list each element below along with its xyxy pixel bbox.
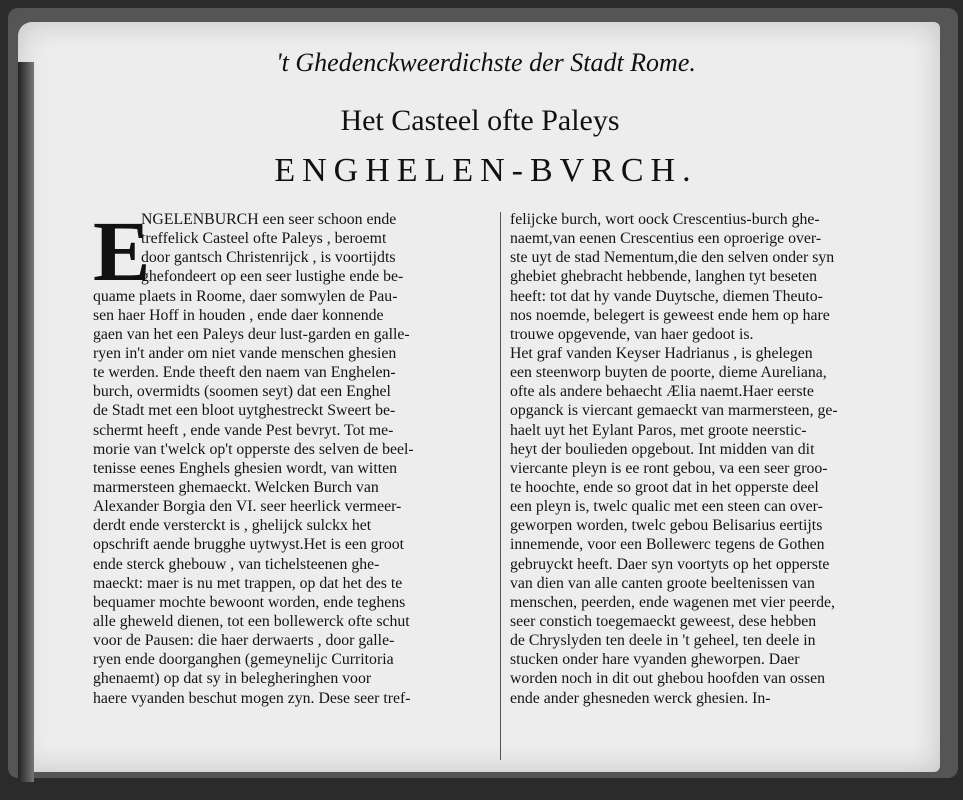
text-line: NGELENBURCH een seer schoon ende — [141, 211, 397, 228]
text-line: ghefondeert op een seer lustighe ende be- — [141, 268, 404, 286]
book-binding — [18, 62, 34, 782]
column-divider — [500, 212, 501, 760]
text-line: morie van t'welck op't opperste des selven de beel- — [93, 440, 414, 458]
text-line: naemt,van eenen Crescentius een oproerige over- — [510, 230, 822, 248]
text-line: tenisse eenes Enghels ghesien wordt, van witten — [93, 459, 398, 477]
text-line: innemende, voor een Bollewerc tegens de Gothen — [510, 536, 825, 554]
text-line: ende ander ghesneden werck ghesien. In- — [510, 689, 771, 707]
text-line: door gantsch Christenrijck , is voortijdts — [141, 249, 396, 267]
text-line: opschrift aende brugghe uytwyst.Het is een groot — [93, 536, 405, 554]
text-line: ste uyt de stad Nementum,die den selven onder syn — [510, 249, 835, 267]
text-line: de Stadt met een bloot uytghestreckt Sweert be- — [93, 402, 396, 420]
text-line: burch, overmidts (soomen seyt) dat een Enghel — [93, 383, 391, 401]
text-line: alle gheweld dienen, tot een bollewerck ofte schut — [93, 612, 410, 630]
text-line: een pleyn is, twelc qualic met een steen can over- — [510, 498, 823, 516]
left-text-column — [93, 203, 493, 708]
text-line: haere vyanden beschut mogen zyn. Dese seer tref- — [93, 689, 411, 707]
text-line: schermt heeft , ende vande Pest bevryt. Tot me- — [93, 421, 394, 439]
page-title: Het Casteel ofte Paleys — [340, 104, 620, 137]
text-line: de Chryslyden ten deele in 't geheel, ten deele in — [510, 632, 816, 650]
text-line: te werden. Ende theeft den naem van Enghelen- — [93, 364, 396, 382]
right-text-column — [510, 210, 910, 708]
text-line: Het graf vanden Keyser Hadrianus , is ghelegen — [510, 344, 813, 362]
text-line: ryen in't ander om niet vande menschen ghesien — [93, 344, 397, 362]
text-line: geworpen worden, twelc gebou Belisarius eertijts — [510, 517, 823, 535]
text-line: heyt der boulieden opgebout. Int midden van dit — [510, 440, 815, 458]
text-line: viercante pleyn is ee ront gebou, va een seer groo- — [510, 459, 828, 477]
running-head: 't Ghedenckweerdichste der Stadt Rome. — [276, 48, 696, 77]
text-line: menschen, peerden, ende wagenen met vier peerde, — [510, 593, 835, 611]
text-line: quame plaets in Roome, daer somwylen de Pau- — [93, 287, 398, 305]
text-line: van dien van alle canten groote beeltenissen van — [510, 574, 815, 592]
text-line: seer constich toegemaeckt geweest, dese hebben — [510, 612, 817, 630]
text-line: te hoochte, ende so groot dat in het opperste deel — [510, 478, 819, 496]
text-line: gebruyckt heeft. Daer syn voortyts op het opperste — [510, 555, 830, 573]
text-line: gaen van het een Paleys deur lust-garden en galle- — [93, 325, 410, 343]
page-subtitle: ENGHELEN-BVRCH. — [274, 152, 698, 189]
drop-cap: E — [93, 203, 151, 299]
text-line: worden noch in dit out ghebou hoofden van ossen — [510, 670, 826, 688]
text-line: ghebiet ghebracht hebbende, langhen tyt beseten — [510, 268, 818, 286]
text-line: nos noemde, belegert is geweest ende hem op hare — [510, 306, 830, 324]
text-line: Alexander Borgia den VI. seer heerlick vermeer- — [93, 498, 402, 516]
text-line: sen haer Hoff in houden , ende daer konnende — [93, 306, 384, 324]
text-line: ryen ende doorganghen (gemeynelijc Curritoria — [93, 651, 394, 669]
text-line: heeft: tot dat hy vande Duytsche, diemen Theuto- — [510, 287, 823, 305]
text-line: opganck is viercant gemaeckt van marmersteen, ge- — [510, 402, 838, 420]
text-line: maeckt: maer is nu met trappen, op dat het des te — [93, 574, 403, 592]
text-line: marmersteen ghemaeckt. Welcken Burch van — [93, 478, 379, 496]
text-line: derdt ende versterckt is , ghelijck sulckx het — [93, 517, 372, 535]
text-line: ofte als andere behaecht Ælia naemt.Haer eerste — [510, 383, 814, 401]
text-line: ghenaemt) op dat sy in belegheringhen voor — [93, 670, 372, 688]
text-line: stucken onder hare vyanden gheworpen. Daer — [510, 651, 800, 669]
text-line: een steenworp buyten de poorte, dieme Aureliana, — [510, 364, 827, 382]
text-line: voor de Pausen: die haer derwaerts , door galle- — [93, 632, 395, 650]
text-line: ende sterck ghebouw , van tichelsteenen ghe- — [93, 555, 380, 573]
text-line: treffelick Casteel ofte Paleys , beroemt — [141, 230, 387, 248]
text-line: bequamer mochte bewoont worden, ende teghens — [93, 593, 406, 611]
text-line: haelt uyt het Eylant Paros, met groote neerstic- — [510, 421, 807, 439]
text-line: felijcke burch, wort oock Crescentius-burch ghe- — [510, 211, 820, 228]
text-line: trouwe opgevende, van haer gedoot is. — [510, 325, 754, 343]
